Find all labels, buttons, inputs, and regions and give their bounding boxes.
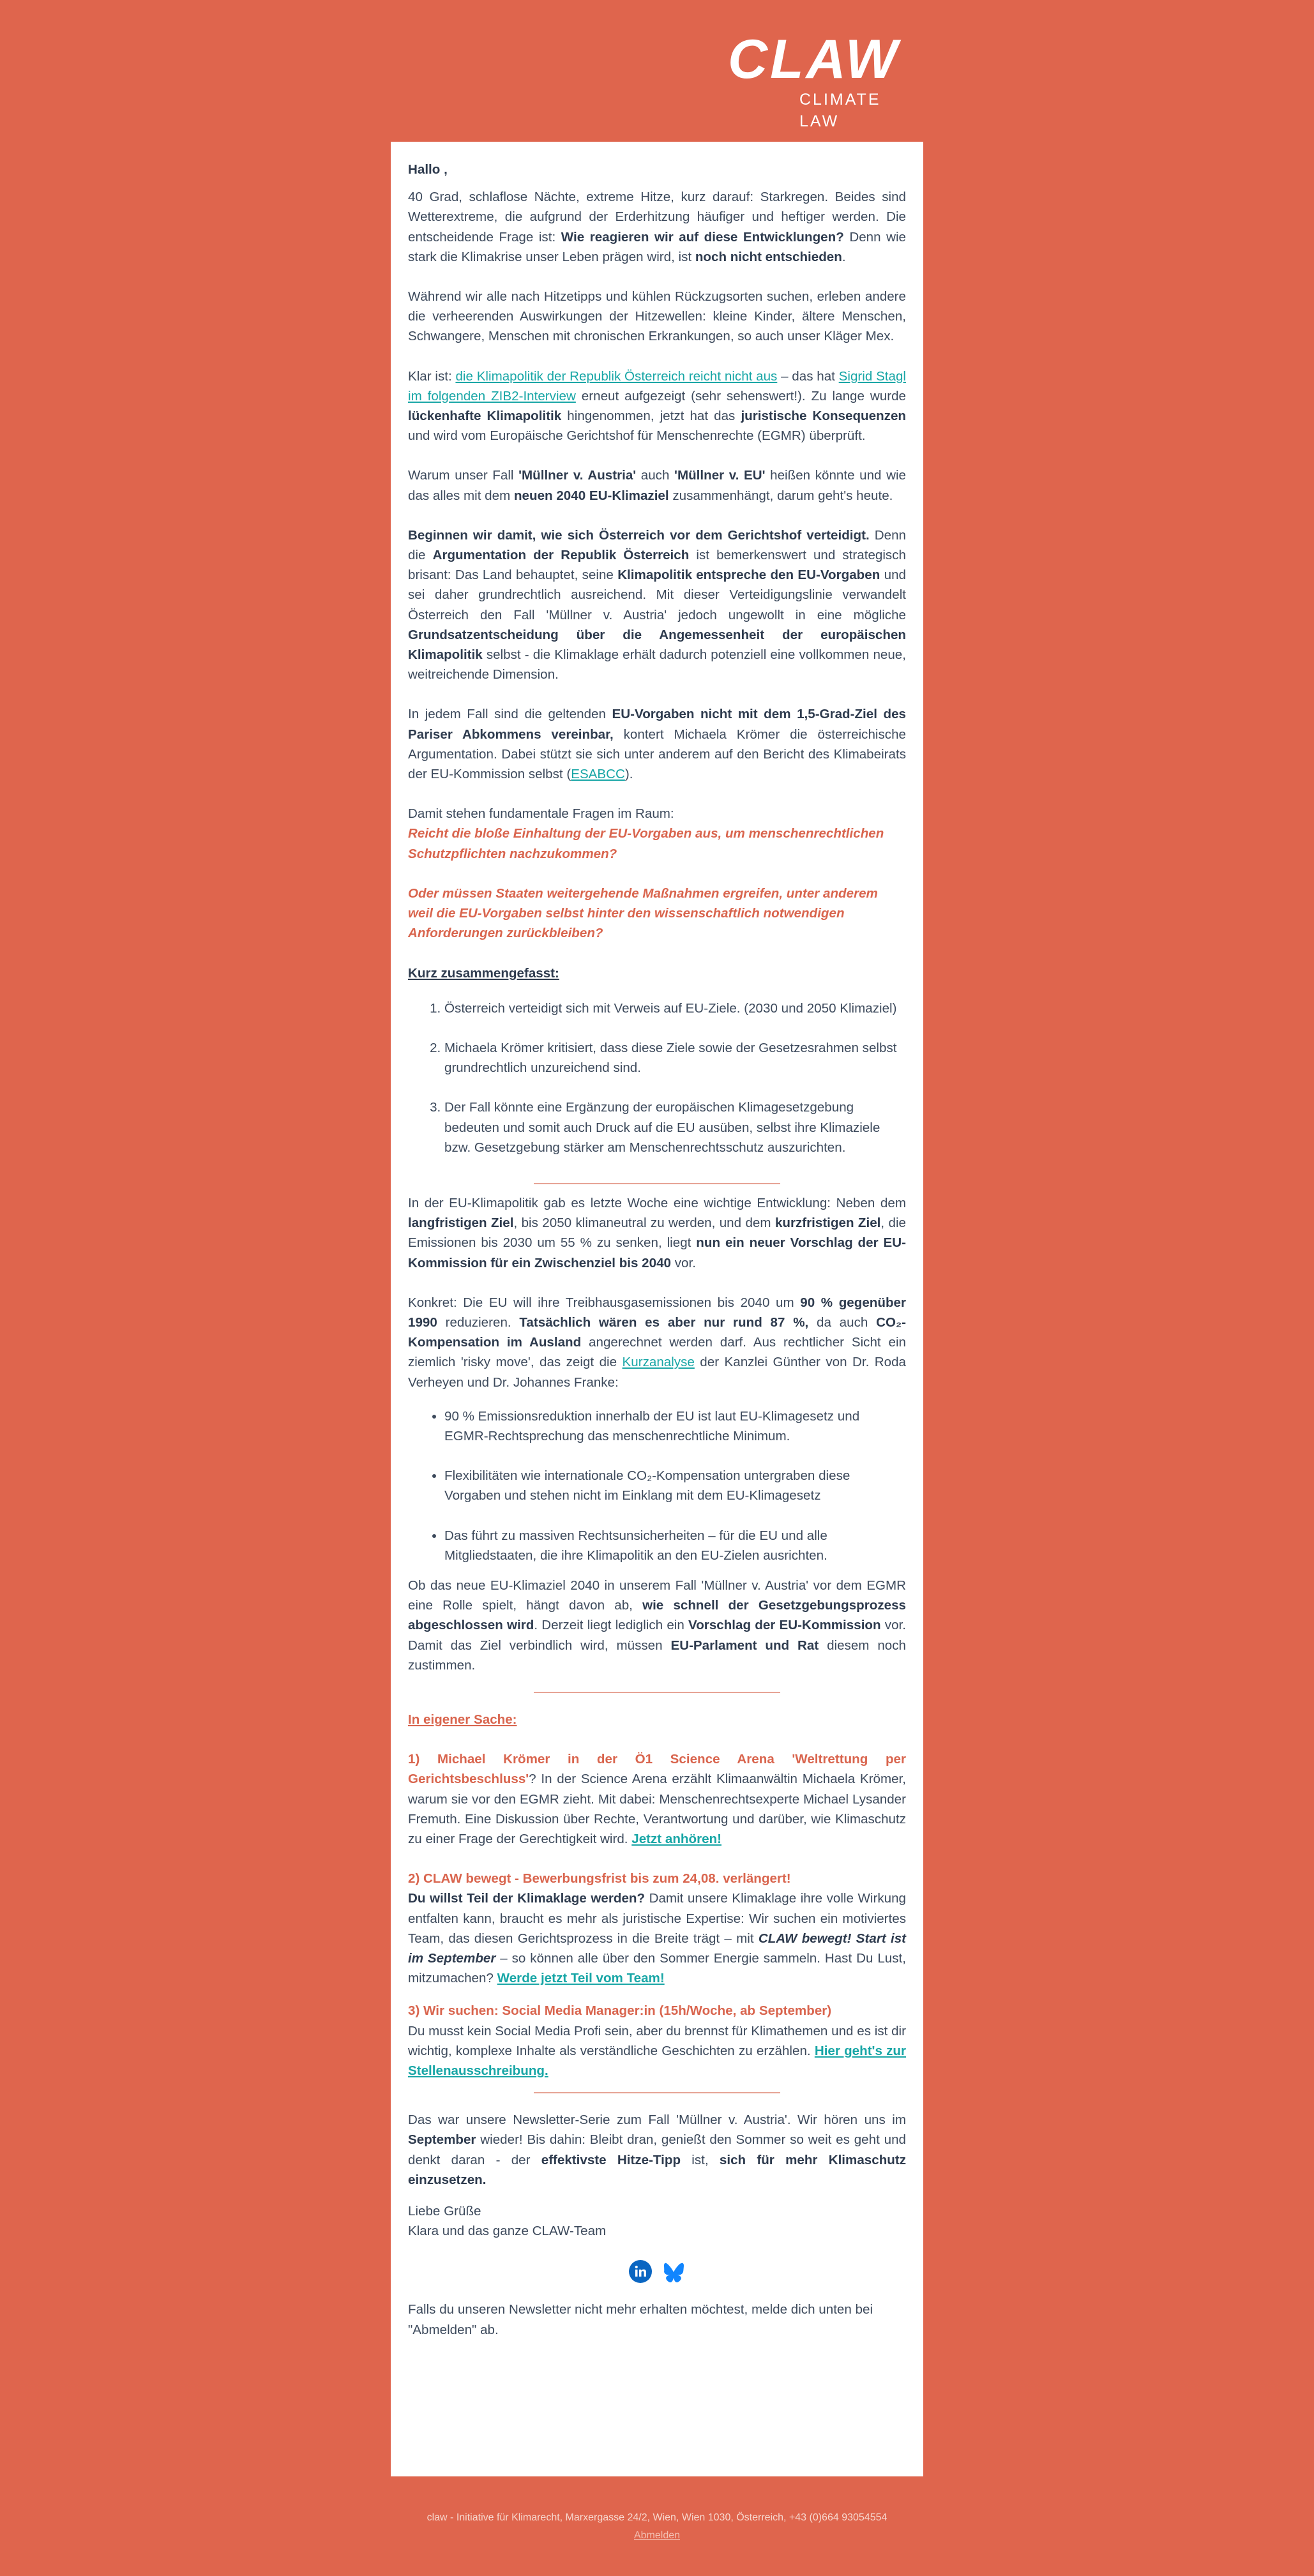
news-social-media: Du musst kein Social Media Profi sein, aber du brennst für Klimathemen und es ist dir wichtig, komplexe Inhalte als verständliche Geschichten zu erzählen. Hier geht's zur Stellenausschreibung. — [408, 2023, 906, 2079]
paragraph-legislation: Ob das neue EU-Klimaziel 2040 in unserem Fall 'Müllner v. Austria' vor dem EGMR eine Rolle spielt, hängt davon ab, wie schnell der Gesetzgebungsprozess abgeschlossen wird. Derzeit liegt lediglich ein Vorschlag der EU-Kommission vor. Damit das Ziel verbindlich wird, müssen EU-Parlament und Rat diesem noch zustimmen. — [408, 1578, 906, 1673]
list-item: • 90 % Emissionsreduktion innerhalb der EU ist laut EU-Klimagesetz und EGMR-Rechtsprechung das menschenrechtliche Minimum. — [444, 1406, 906, 1446]
list-item: 2. Michaela Krömer kritisiert, dass diese Ziele sowie der Gesetzesrahmen selbst grundrechtlich unzureichend sind. — [444, 1038, 906, 1078]
paragraph-heat: Während wir alle nach Hitzetipps und kühlen Rückzugsorten suchen, erleben andere die verheerenden Auswirkungen der Hitzewellen: kleine Kinder, ältere Menschen, Schwangere, Menschen mit chronischen Erkrankungen, so auch unser Kläger Mex. — [408, 289, 906, 344]
link-listen-now[interactable]: Jetzt anhören! — [631, 1832, 721, 1846]
paragraph-eu-targets: In jedem Fall sind die geltenden EU-Vorgaben nicht mit dem 1,5-Grad-Ziel des Pariser Abkommens vereinbar, kontert Michaela Krömer die österreichische Argumentation. Dabei stützt sie sich unter anderem auf den Bericht des Klimabeirats der EU-Kommission selbst (ESABCC). — [408, 707, 906, 782]
logo-tagline-climate: CLIMATE — [799, 91, 881, 109]
paragraph-eu-2040: In der EU-Klimapolitik gab es letzte Woche eine wichtige Entwicklung: Neben dem langfristigen Ziel, bis 2050 klimaneutral zu werden, und dem kurzfristigen Ziel, die Emissionen bis 2030 um 55 % zu senken, liegt nun ein neuer Vorschlag der EU-Kommission für ein Zwischenziel bis 2040 vor. — [408, 1195, 907, 1270]
paragraph-outro: Das war unsere Newsletter-Serie zum Fall 'Müllner v. Austria'. Wir hören uns im September wieder! Bis dahin: Bleibt dran, genießt den Sommer so weit es geht und denkt daran - der effektivste Hitze-Tipp ist, sich für mehr Klimaschutz einzusetzen. — [408, 2113, 907, 2187]
unsubscribe-note: Falls du unseren Newsletter nicht mehr erhalten möchtest, melde dich unten bei "Abmelden" ab. — [408, 2302, 873, 2337]
unsubscribe-link[interactable]: Abmelden — [633, 2530, 681, 2541]
paragraph-defense: Beginnen wir damit, wie sich Österreich vor dem Gerichtshof verteidigt. Denn die Argumentation der Republik Österreich ist bemerkenswert und strategisch brisant: Das Land behauptet, seine Klimapolitik entspreche den EU-Vorgaben und sei daher grundrechtlich ausreichend. Mit dieser Verteidigungslinie verwandelt Österreich den Fall 'Müllner v. Austria' jedoch ungewollt in eine mögliche Grundsatzentscheidung über die Angemessenheit der europäischen Klimapolitik selbst - die Klimaklage erhält dadurch potenziell eine vollkommen neue, weitreichende Dimension. — [408, 527, 906, 682]
claw-wordmark — [728, 29, 907, 87]
news-claw-bewegt-title: 2) CLAW bewegt - Bewerbungsfrist bis zum 24,08. verlängert! — [408, 1871, 791, 1887]
paragraph-intro: 40 Grad, schlaflose Nächte, extreme Hitze, kurz darauf: Starkregen. Beides sind Wetterextreme, die aufgrund der Erderhitzung häufiger und heftiger werden. Die entscheidende Frage ist: Wie reagieren wir auf diese Entwicklungen? Denn wie stark die Klimakrise unser Leben prägen wird, ist noch nicht entschieden. — [408, 190, 906, 264]
footer — [0, 2512, 1314, 2542]
analysis-bullets — [408, 1406, 906, 1565]
newsletter-card — [391, 142, 923, 2476]
link-kurzanalyse[interactable]: Kurzanalyse — [622, 1355, 695, 1370]
summary-title: Kurz zusammengefasst: — [408, 965, 559, 981]
social-links — [408, 2260, 906, 2283]
news-claw-bewegt: Du willst Teil der Klimaklage werden? Damit unsere Klimaklage ihre volle Wirkung entfalten kann, braucht es mehr als juristische Expertise: Wir suchen ein motiviertes Team, das diesen Gerichtsprozess in die Breite trägt – mit CLAW bewegt! Start ist im September – so können alle über den Sommer Energie sammeln. Hast Du Lust, mitzumachen? Werde jetzt Teil vom Team! — [408, 1891, 906, 1986]
greeting: Hallo , — [408, 162, 448, 177]
paragraph-questions-intro: Damit stehen fundamentale Fragen im Raum: — [408, 806, 674, 822]
summary-list — [408, 998, 906, 1157]
list-item: • Flexibilitäten wie internationale CO₂-Kompensation untergraben diese Vorgaben und stehen nicht im Einklang mit dem EU-Klimagesetz — [444, 1466, 906, 1505]
link-klimapolitik[interactable]: die Klimapolitik der Republik Österreich reicht nicht aus — [455, 368, 778, 384]
paragraph-case: Warum unser Fall 'Müllner v. Austria' auch 'Müllner v. EU' heißen könnte und wie das alles mit dem neuen 2040 EU-Klimaziel zusammenhängt, darum geht's heute. — [408, 468, 907, 503]
claw-logo — [728, 29, 907, 132]
link-join-team[interactable]: Werde jetzt Teil vom Team! — [497, 1971, 665, 1986]
link-esabcc[interactable]: ESABCC — [571, 767, 625, 782]
closing-signature: Klara und das ganze CLAW-Team — [408, 2224, 607, 2239]
linkedin-icon[interactable] — [629, 2260, 652, 2283]
question-2: Oder müssen Staaten weitergehende Maßnahmen ergreifen, unter anderem weil die EU-Vorgaben selbst hinter den wissenschaftlich notwendigen Anforderungen zurückbleiben? — [408, 885, 878, 941]
logo-tagline-law: LAW — [799, 112, 840, 130]
list-item: • Das führt zu massiven Rechtsunsicherheiten – für die EU und alle Mitgliedstaaten, die ihre Klimapolitik an den EU-Zielen ausrichten. — [444, 1526, 906, 1565]
news-social-media-title: 3) Wir suchen: Social Media Manager:in (15h/Woche, ab September) — [408, 2003, 832, 2019]
link-job-posting[interactable]: Hier geht's zur Stellenausschreibung. — [408, 2043, 906, 2079]
footer-address: claw - Initiative für Klimarecht, Marxergasse 24/2, Wien, Wien 1030, Österreich, +43 (0)664 93054554 — [427, 2512, 887, 2523]
list-item: 1. Österreich verteidigt sich mit Verweis auf EU-Ziele. (2030 und 2050 Klimaziel) — [444, 998, 906, 1018]
list-item: 3. Der Fall könnte eine Ergänzung der europäischen Klimagesetzgebung bedeuten und somit auch Druck auf die EU ausüben, selbst ihre Klimaziele bzw. Gesetzgebung stärker am Menschenrechtsschutz auszurichten. — [444, 1097, 906, 1157]
link-zib2-interview[interactable]: Sigrid Stagl im folgenden ZIB2-Interview — [408, 368, 907, 403]
own-matters-title: In eigener Sache: — [408, 1712, 517, 1727]
paragraph-concrete: Konkret: Die EU will ihre Treibhausgasemissionen bis 2040 um 90 % gegenüber 1990 reduzieren. Tatsächlich wären es aber nur rund 87 %, da auch CO₂-Kompensation im Ausland angerechnet werden darf. Aus rechtlicher Sicht ein ziemlich 'risky move', das zeigt die Kurzanalyse der Kanzlei Günther von Dr. Roda Verheyen und Dr. Johannes Franke: — [408, 1295, 906, 1390]
news-science-arena: 1) Michael Krömer in der Ö1 Science Arena 'Weltrettung per Gerichtsbeschluss'? In der Science Arena erzählt Klimaanwältin Michaela Krömer, warum sie vor den EGMR zieht. Mit dabei: Menschenrechtsexperte Michael Lysander Fremuth. Eine Diskussion über Rechte, Verantwortung und darüber, wie Klimaschutz zu einer Frage der Gerechtigkeit wird. Jetzt anhören! — [408, 1752, 906, 1846]
svg-text:CLAW: CLAW — [728, 29, 900, 87]
paragraph-policy: Klar ist: die Klimapolitik der Republik Österreich reicht nicht aus – das hat Sigrid Stagl im folgenden ZIB2-Interview erneut aufgezeigt (sehr sehenswert!). Zu lange wurde lückenhafte Klimapolitik hingenommen, jetzt hat das juristische Konsequenzen und wird vom Europäische Gerichtshof für Menschenrechte (EGMR) überprüft. — [408, 368, 907, 444]
bluesky-icon[interactable] — [662, 2260, 685, 2283]
question-1: Reicht die bloße Einhaltung der EU-Vorgaben aus, um menschenrechtlichen Schutzpflichten nachzukommen? — [408, 826, 884, 861]
closing-greeting: Liebe Grüße — [408, 2204, 481, 2219]
